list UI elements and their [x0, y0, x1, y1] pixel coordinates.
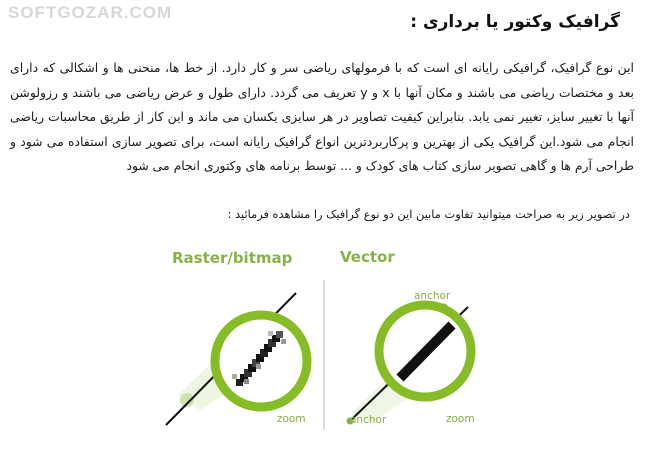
figure-caption: در تصویر زیر به صراحت میتوانید تفاوت مابین این دو نوع گرافیک را مشاهده فرمائید : — [227, 207, 630, 221]
raster-zoom-label: zoom — [277, 413, 306, 425]
vector-label: Vector — [340, 248, 395, 266]
anchor-bottom-label: anchor — [350, 414, 387, 426]
vector-zoom-label: zoom — [446, 413, 475, 425]
raster-panel — [166, 293, 307, 425]
anchor-top-label: anchor — [414, 290, 451, 302]
page-title: گرافیک وکتور یا برداری : — [410, 12, 620, 32]
watermark-logo: SOFTGOZAR.COM — [8, 3, 173, 22]
vector-panel — [347, 304, 472, 425]
illustration-graphic — [0, 235, 650, 450]
article-paragraph: این نوع گرافیک، گرافیکی رایانه ای است که با فرمولهای ریاضی سر و کار دارد. از خط ها، منحنی ها و اشکالی که دارای بعد و مختصات ریاضی می باشند و مکان آنها با x و y تعریف می گردد. دارای طول و عرض ریاضی می باشند و رزولوشن آنها با تغییر سایز، تغییر نمی یابد. بنابراین کیفیت تصاویر در هر سایزی یکسان می ماند و این کار از طریق محاسبات ریاضی انجام می شود.این گرافیک یکی از بهترین و پرکاربردترین انواع گرافیک رایانه است، برای تصویر سازی استفاده می شود و طراحی آرم ها و گاهی تصویر سازی کتاب های کودک و ... توسط برنامه های وکتوری انجام می شود — [10, 60, 634, 174]
raster-label: Raster/bitmap — [172, 249, 293, 267]
raster-vs-vector-illustration — [0, 235, 650, 450]
